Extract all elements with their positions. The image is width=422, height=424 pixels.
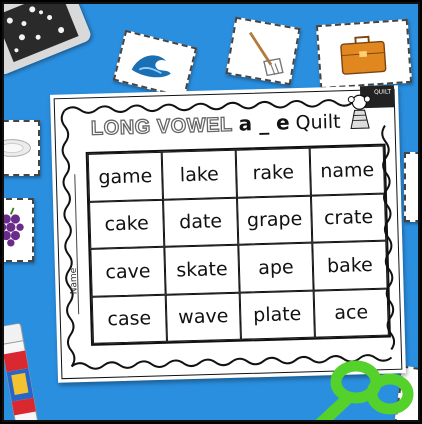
word-cell: name bbox=[310, 146, 385, 196]
word-cell: cake bbox=[89, 199, 164, 249]
word-cell: crate bbox=[311, 193, 386, 243]
word-cell: cave bbox=[90, 247, 165, 297]
badge-text: QUILT bbox=[373, 88, 392, 96]
word-cell: bake bbox=[312, 241, 387, 291]
word-cell: rake bbox=[236, 148, 311, 198]
word-cell: ape bbox=[238, 243, 313, 293]
title-vowel-pattern: a _ e bbox=[238, 110, 290, 136]
word-cell: case bbox=[92, 294, 167, 344]
word-cell: wave bbox=[166, 292, 241, 342]
word-cell: lake bbox=[162, 150, 237, 200]
photo-frame bbox=[2, 2, 420, 422]
name-label: Name bbox=[68, 267, 80, 295]
word-cell: ace bbox=[314, 288, 389, 338]
word-cell: skate bbox=[164, 245, 239, 295]
title-quilt: Quilt bbox=[295, 110, 341, 135]
word-cell: plate bbox=[240, 290, 315, 340]
word-cell: date bbox=[163, 197, 238, 247]
frame-border bbox=[2, 2, 420, 422]
word-cell: grape bbox=[237, 195, 312, 245]
word-cell: game bbox=[88, 152, 163, 202]
title-long-vowel: LONG VOWEL bbox=[90, 113, 233, 140]
